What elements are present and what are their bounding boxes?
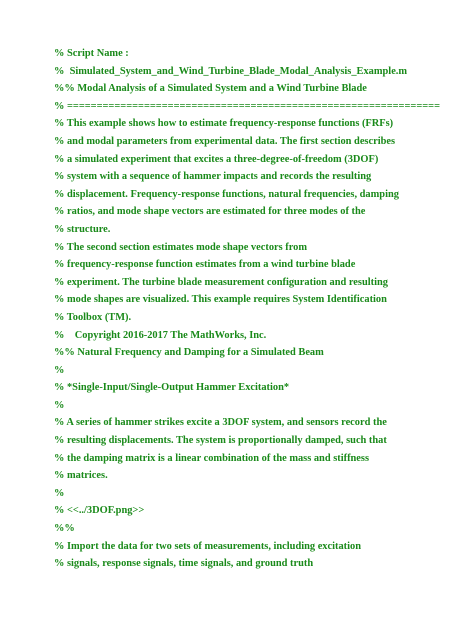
script-line: % *Single-Input/Single-Output Hammer Excitation* (54, 382, 290, 394)
script-line: % (54, 364, 65, 376)
script-line: % Toolbox (TM). (54, 311, 132, 323)
script-line: % matrices. (54, 470, 108, 482)
script-line: % signals, response signals, time signals, and ground truth (54, 558, 314, 570)
script-line: % Copyright 2016-2017 The MathWorks, Inc. (54, 329, 267, 341)
script-line: % Simulated_System_and_Wind_Turbine_Blade_Modal_Analysis_Example.m (54, 65, 408, 77)
script-text-block (54, 45, 464, 573)
script-line: % experiment. The turbine blade measurement configuration and resulting (54, 276, 388, 288)
script-line: % (54, 399, 65, 411)
script-line: % (54, 487, 65, 499)
script-line: % and modal parameters from experimental data. The first section describes (54, 135, 396, 147)
script-line: % ratios, and mode shape vectors are estimated for three modes of the (54, 206, 366, 218)
script-line: % Import the data for two sets of measurements, including excitation (54, 540, 361, 552)
script-line: % mode shapes are visualized. This example requires System Identification (54, 294, 387, 306)
script-line: % the damping matrix is a linear combination of the mass and stiffness (54, 452, 370, 464)
script-line: % system with a sequence of hammer impacts and records the resulting (54, 171, 372, 183)
script-line: % <<../3DOF.png>> (54, 505, 145, 517)
script-line: % The second section estimates mode shape vectors from (54, 241, 307, 253)
script-line: % structure. (54, 223, 111, 235)
script-line: % =============================================================== (54, 100, 441, 112)
script-line: % resulting displacements. The system is proportionally damped, such that (54, 435, 387, 447)
script-line: % a simulated experiment that excites a three-degree-of-freedom (3DOF) (54, 153, 379, 165)
script-line: %% (54, 523, 75, 535)
script-line: % Script Name : (54, 48, 129, 59)
script-line: %% Natural Frequency and Damping for a Simulated Beam (54, 347, 324, 359)
script-line: %% Modal Analysis of a Simulated System and a Wind Turbine Blade (54, 83, 367, 95)
script-line: % This example shows how to estimate frequency-response functions (FRFs) (54, 118, 394, 130)
script-line: % A series of hammer strikes excite a 3DOF system, and sensors record the (54, 417, 387, 429)
script-line: % displacement. Frequency-response functions, natural frequencies, damping (54, 188, 399, 200)
script-line: % frequency-response function estimates from a wind turbine blade (54, 259, 356, 271)
